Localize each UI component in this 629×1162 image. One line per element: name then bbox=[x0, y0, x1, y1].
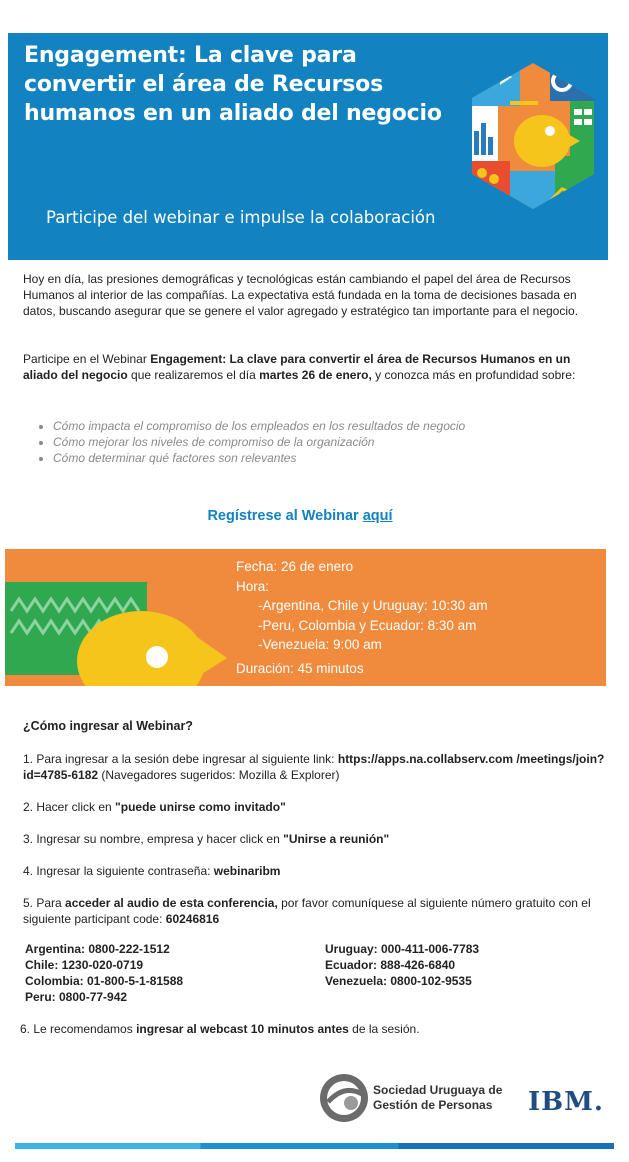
list-item: • Cómo determinar qué factores son relevantes bbox=[53, 450, 465, 466]
phone-number: Colombia: 01-800-5-1-81588 bbox=[25, 974, 184, 988]
register-link[interactable]: aquí bbox=[362, 508, 393, 524]
page-title: Engagement: La clave para convertir el área de Recursos humanos en un aliado del negocio bbox=[24, 43, 442, 126]
list-item: • Cómo mejorar los niveles de compromiso de la organización bbox=[53, 434, 465, 450]
analytics-hexagon-illustration bbox=[470, 61, 596, 211]
phone-number: Venezuela: 0800-102-9535 bbox=[325, 974, 472, 988]
event-date: Fecha: 26 de enero bbox=[236, 559, 354, 574]
event-time-row: -Argentina, Chile y Uruguay: 10:30 am bbox=[258, 598, 488, 613]
phone-number: Peru: 0800-77-942 bbox=[25, 990, 128, 1004]
page-subtitle: Participe del webinar e impulse la colaboración bbox=[46, 208, 436, 227]
list-item: • Cómo impacta el compromiso de los empleados en los resultados de negocio bbox=[53, 418, 465, 434]
event-schedule bbox=[236, 557, 488, 678]
howto-step-3: 3. Ingresar su nombre, empresa y hacer click en "Unirse a reunión" bbox=[23, 832, 390, 846]
howto-step-2: 2. Hacer click en "puede unirse como invitado" bbox=[23, 800, 286, 814]
sugp-logo-text: Sociedad Uruguaya de Gestión de Personas bbox=[373, 1083, 503, 1112]
topics-list bbox=[40, 418, 465, 466]
howto-heading: ¿Cómo ingresar al Webinar? bbox=[23, 719, 193, 733]
phone-list-right bbox=[325, 941, 479, 989]
phone-number: Uruguay: 000-411-006-7783 bbox=[325, 942, 480, 956]
event-details-banner bbox=[5, 549, 606, 686]
event-time-row: -Venezuela: 9:00 am bbox=[258, 637, 382, 652]
bird-illustration bbox=[5, 549, 235, 686]
phone-number: Ecuador: 888-426-6840 bbox=[325, 958, 456, 972]
event-time-label: Hora: bbox=[236, 578, 270, 594]
header-banner bbox=[8, 33, 608, 260]
phone-number: Chile: 1230-020-0719 bbox=[25, 958, 144, 972]
event-time-row: -Peru, Colombia y Ecuador: 8:30 am bbox=[258, 617, 477, 633]
phone-number: Argentina: 0800-222-1512 bbox=[25, 942, 170, 956]
webinar-invite-paragraph: Participe en el Webinar Engagement: La clave para convertir el área de Recursos Humanos en un aliado del negocio que realizaremos el día martes 26 de enero, y conozca más en profundidad sobre: bbox=[23, 352, 576, 382]
event-duration: Duración: 45 minutos bbox=[236, 660, 364, 676]
ibm-logo: IBM. bbox=[528, 1087, 604, 1117]
howto-step-4: 4. Ingresar la siguiente contraseña: webinaribm bbox=[23, 864, 281, 878]
howto-step-5: 5. Para acceder al audio de esta conferencia, por favor comuníquese al siguiente número gratuito con el siguiente participant code: 60246816 bbox=[23, 896, 591, 926]
howto-step-6: 6. Le recomendamos ingresar al webcast 10 minutos antes de la sesión. bbox=[20, 1022, 420, 1036]
footer-logos bbox=[318, 1072, 608, 1127]
phone-list-left bbox=[25, 941, 183, 1005]
howto-step-1: 1. Para ingresar a la sesión debe ingresar al siguiente link: https://apps.na.collabserv.com /meetings/join?id=4785-6182 (Navegadores sugeridos: Mozilla & Explorer) bbox=[23, 752, 605, 782]
register-cta: Regístrese al Webinar aquí bbox=[207, 508, 393, 524]
sugp-logo-icon bbox=[318, 1072, 370, 1124]
meeting-link[interactable]: https://apps.na.collabserv.com /meetings/join?id=4785-6182 bbox=[23, 752, 605, 782]
footer-color-bar bbox=[15, 1143, 614, 1149]
intro-paragraph: Hoy en día, las presiones demográficas y tecnológicas están cambiando el papel del área de Recursos Humanos al interior de las compañías. La expectativa está fundada en la toma de decisiones basada en datos, buscando asegurar que se genere el valor agregado y estratégico tan importante para el negocio. bbox=[23, 272, 579, 318]
